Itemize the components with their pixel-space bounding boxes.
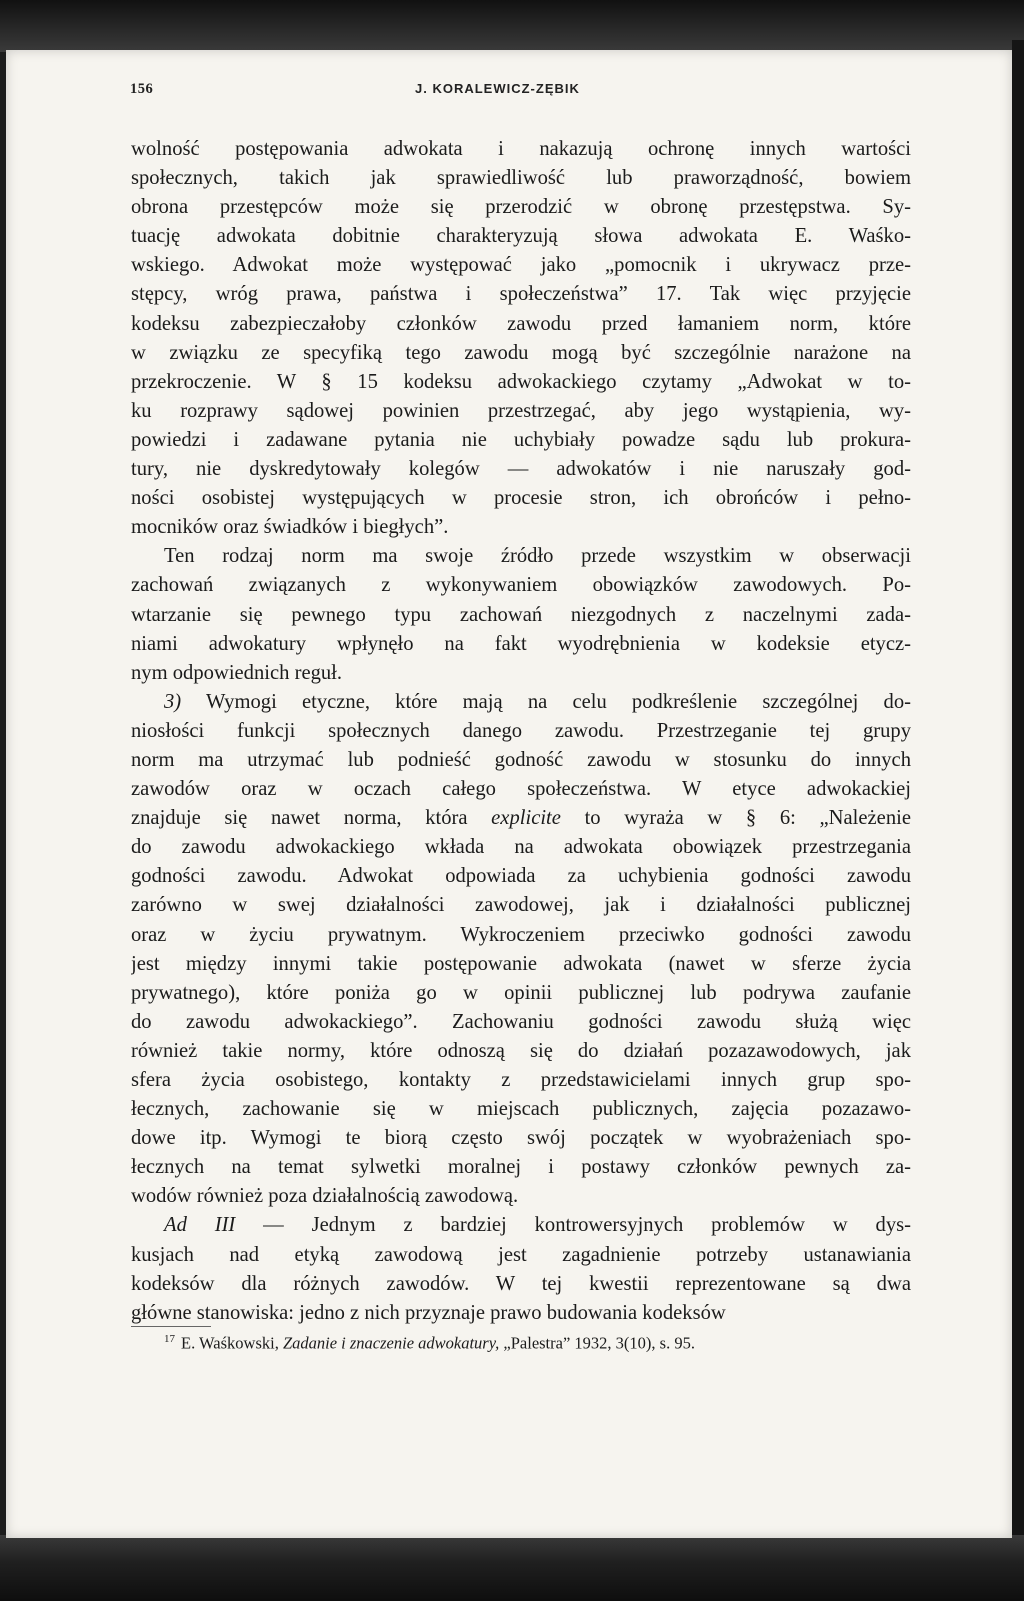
text-line: dowe itp. Wymogi te biorą często swój początek w wyobrażeniach spo-	[131, 1127, 911, 1150]
text-line: stępcy, wróg prawa, państwa i społeczeństwa” 17. Tak więc przyjęcie	[131, 283, 911, 306]
text-line: społecznych, takich jak sprawiedliwość lub praworządność, bowiem	[131, 167, 911, 190]
scan-edge-bottom	[0, 1535, 1024, 1601]
text-line: zawodów oraz w oczach całego społeczeństwa. W etyce adwokackiej	[131, 778, 911, 801]
text-line: Ten rodzaj norm ma swoje źródło przede wszystkim w obserwacji	[164, 545, 911, 568]
text-line: łecznych, zachowanie się w miejscach publicznych, zajęcia pozazawo-	[131, 1098, 911, 1121]
text-line: kusjach nad etyką zawodową jest zagadnienie potrzeby ustanawiania	[131, 1243, 911, 1266]
text-line: oraz w życiu prywatnym. Wykroczeniem przeciwko godności zawodu	[131, 923, 911, 946]
scan-edge-top	[0, 0, 1024, 52]
text-line: do zawodu adwokackiego”. Zachowaniu godności zawodu służą więc	[131, 1010, 911, 1033]
text-line: sfera życia osobistego, kontakty z przedstawicielami innych grup spo-	[131, 1069, 911, 1091]
text-line: wolność postępowania adwokata i nakazują ochronę innych wartości	[131, 138, 911, 160]
text-line: norm ma utrzymać lub podnieść godność zawodu w stosunku do innych	[131, 748, 911, 771]
text-line: zarówno w swej działalności zawodowej, jak i działalności publicznej	[131, 894, 911, 917]
text-line: niami adwokatury wpłynęło na fakt wyodrębnienia w kodeksie etycz-	[131, 632, 911, 655]
footnote-17	[164, 1333, 924, 1354]
text-line: tury, nie dyskredytowały kolegów — adwokatów i nie naruszały god-	[131, 458, 911, 481]
text-line: przekroczenie. W § 15 kodeksu adwokackiego czytamy „Adwokat w to-	[131, 370, 911, 393]
body-text	[131, 135, 911, 1328]
text-line: prywatnego), które poniża go w opinii publicznej lub podrywa zaufanie	[131, 981, 911, 1004]
text-line: niosłości funkcji społecznych danego zawodu. Przestrzeganie tej grupy	[131, 719, 911, 742]
text-line: kodeksu zabezpieczałoby członków zawodu przed łamaniem norm, które	[131, 312, 911, 335]
text-line: wodów również poza działalnością zawodową.	[131, 1185, 519, 1208]
footnote-title: Zadanie i znaczenie adwokatury,	[282, 1333, 500, 1353]
text-line: w związku ze specyfiką tego zawodu mogą być szczególnie narażone na	[131, 341, 911, 364]
scan-edge-right	[1012, 40, 1024, 1550]
text-line: mocników oraz świadków i biegłych”.	[131, 516, 449, 539]
footnote-mark: 17	[164, 1333, 175, 1345]
text-line: zachowań związanych z wykonywaniem obowiązków zawodowych. Po-	[131, 574, 911, 597]
text-line: obrona przestępców może się przerodzić w obronę przestępstwa. Sy-	[131, 196, 911, 219]
text-line: powiedzi i zadawane pytania nie uchybiały powadze sądu lub prokura-	[131, 428, 911, 451]
footnote-source: „Palestra” 1932, 3(10), s. 95.	[503, 1333, 695, 1353]
text-line: znajduje się nawet norma, która explicite to wyraża w § 6: „Należenie	[131, 807, 911, 830]
text-line: główne stanowiska: jedno z nich przyznaje prawo budowania kodeksów	[131, 1301, 726, 1324]
author-running-head: J. KORALEWICZ-ZĘBIK	[415, 81, 580, 96]
footnote-rule	[131, 1326, 211, 1327]
text-line: również takie normy, które odnoszą się do działań pozazawodowych, jak	[131, 1039, 911, 1062]
text-line: kodeksów dla różnych zawodów. W tej kwestii reprezentowane są dwa	[131, 1272, 911, 1295]
text-line: godności zawodu. Adwokat odpowiada za uchybienia godności zawodu	[131, 865, 911, 888]
text-line: wskiego. Adwokat może występować jako „pomocnik i ukrywacz prze-	[131, 254, 911, 277]
footnote-author: E. Waśkowski,	[181, 1333, 279, 1353]
text-line: jest między innymi takie postępowanie adwokata (nawet w sferze życia	[131, 952, 911, 975]
text-line: 3) Wymogi etyczne, które mają na celu podkreślenie szczególnej do-	[164, 690, 911, 713]
text-line: do zawodu adwokackiego wkłada na adwokata obowiązek przestrzegania	[131, 836, 911, 859]
text-line: ku rozprawy sądowej powinien przestrzegać, aby jego wystąpienia, wy-	[131, 399, 911, 422]
text-line: wtarzanie się pewnego typu zachowań niezgodnych z naczelnymi zada-	[131, 603, 911, 626]
running-head	[130, 81, 910, 105]
text-line: tuację adwokata dobitnie charakteryzują słowa adwokata E. Waśko-	[131, 225, 911, 248]
text-line: nym odpowiednich reguł.	[131, 661, 343, 684]
text-line: Ad III — Jednym z bardziej kontrowersyjnych problemów w dys-	[164, 1214, 911, 1237]
text-line: ności osobistej występujących w procesie stron, ich obrońców i pełno-	[131, 487, 911, 510]
text-line: łecznych na temat sylwetki moralnej i postawy członków pewnych za-	[131, 1156, 911, 1179]
page-number: 156	[130, 81, 154, 97]
